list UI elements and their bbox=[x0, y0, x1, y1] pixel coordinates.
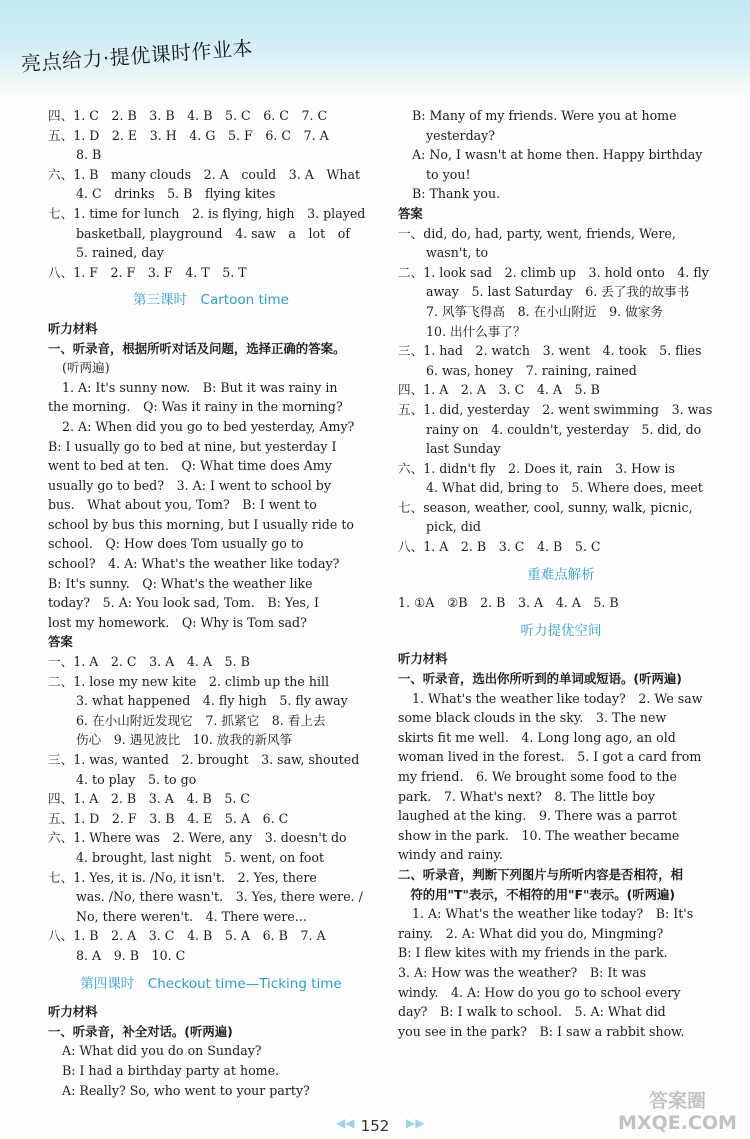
text-line: school. Q: How does Tom usually go to bbox=[48, 536, 304, 552]
subheading: 一、听录音，根据所听对话及问题，选择正确的答案。 bbox=[48, 340, 346, 356]
text-line: 6. 在小山附近发现它 7. 抓紧它 8. 看上去 bbox=[76, 712, 326, 728]
page-number: 152 bbox=[360, 1117, 390, 1135]
text-line: 8. B bbox=[76, 147, 102, 163]
text-line: 1. ①A ②B 2. B 3. A 4. A 5. B bbox=[398, 595, 619, 611]
text-line: B: I had a birthday party at home. bbox=[62, 1062, 280, 1078]
text-line: 4. C drinks 5. B flying kites bbox=[76, 186, 276, 202]
text-line: pick, did bbox=[426, 519, 481, 535]
text-line: 1. A: What's the weather like today? B: It's bbox=[412, 906, 694, 922]
text-line: 五、1. did, yesterday 2. went swimming 3. was bbox=[398, 401, 713, 417]
subheading: 一、听录音，选出你所听到的单词或短语。(听两遍) bbox=[398, 671, 682, 687]
subheading: 答案 bbox=[48, 634, 73, 650]
right-column bbox=[398, 106, 724, 1041]
subheading: 符的用"T"表示，不相符的用"F"表示。(听两遍) bbox=[398, 886, 676, 902]
right-arrows-icon: ▶▶ bbox=[406, 1116, 425, 1130]
text-line: 4. to play 5. to go bbox=[76, 771, 197, 787]
text-line: 七、season, weather, cool, sunny, walk, picnic, bbox=[398, 499, 693, 515]
section-heading: 重难点解析 bbox=[527, 566, 595, 583]
section-heading: 第三课时 Cartoon time bbox=[133, 292, 289, 309]
text-line: was. /No, there wasn't. 3. Yes, there were. / bbox=[76, 889, 363, 905]
header-banner bbox=[0, 0, 750, 100]
text-line: 四、1. A 2. B 3. A 4. B 5. C bbox=[48, 791, 250, 807]
text-line: 七、1. time for lunch 2. is flying, high 3. played bbox=[48, 205, 366, 221]
text-line: lost my homework. Q: Why is Tom sad? bbox=[48, 614, 307, 630]
text-line: woman lived in the forest. 5. I got a card from bbox=[398, 749, 702, 765]
left-arrows-icon: ◀◀ bbox=[336, 1116, 355, 1130]
subheading: 听力材料 bbox=[48, 1004, 98, 1020]
text-line: some black clouds in the sky. 3. The new bbox=[398, 710, 667, 726]
text-line: A: No, I wasn't at home then. Happy birthday bbox=[412, 147, 703, 163]
text-line: laughed at the king. 9. There was a parrot bbox=[398, 808, 677, 824]
text-line: 六、1. B many clouds 2. A could 3. A What bbox=[48, 166, 361, 182]
text-line: 八、1. A 2. B 3. C 4. B 5. C bbox=[398, 539, 601, 555]
text-line: 3. A: How was the weather? B: It was bbox=[398, 964, 647, 980]
text-line: basketball, playground 4. saw a lot of bbox=[76, 225, 351, 241]
text-line: day? B: I walk to school. 5. A: What did bbox=[398, 1004, 666, 1020]
subheading: 答案 bbox=[398, 205, 423, 221]
text-line: 七、1. Yes, it is. /No, it isn't. 2. Yes, there bbox=[48, 869, 317, 885]
text-line: went to bed at ten. Q: What time does Amy bbox=[48, 458, 332, 474]
text-line: 一、did, do, had, party, went, friends, Were, bbox=[398, 225, 676, 241]
text-line: A: Really? So, who went to your party? bbox=[62, 1082, 310, 1098]
text-line: my friend. 6. We brought some food to the bbox=[398, 769, 677, 784]
text-line: 4. brought, last night 5. went, on foot bbox=[76, 849, 325, 865]
text-line: 二、1. lose my new kite 2. climb up the hill bbox=[48, 673, 330, 689]
text-line: 5. rained, day bbox=[76, 245, 164, 261]
text-line: rainy on 4. couldn't, yesterday 5. did, do bbox=[426, 421, 702, 437]
text-line: 五、1. D 2. F 3. B 4. E 5. A 6. C bbox=[48, 810, 289, 826]
text-line: 六、1. didn't fly 2. Does it, rain 3. How is bbox=[398, 460, 675, 476]
text-line: today? 5. A: You look sad, Tom. B: Yes, I bbox=[48, 595, 319, 611]
text-line: No, there weren't. 4. There were... bbox=[76, 908, 307, 924]
text-line: 10. 出什么事了？ bbox=[426, 323, 526, 339]
text-line: skirts fit me well. 4. Long long ago, an old bbox=[398, 729, 676, 745]
text-line: 6. was, honey 7. raining, rained bbox=[426, 362, 637, 378]
subheading: 听力材料 bbox=[398, 651, 448, 667]
text-line: 3. what happened 4. fly high 5. fly away bbox=[76, 693, 348, 709]
text-line: wasn't, to bbox=[426, 245, 489, 261]
text-line: 八、1. B 2. A 3. C 4. B 5. A 6. B 7. A bbox=[48, 928, 326, 944]
text-line: A: What did you do on Sunday? bbox=[62, 1043, 262, 1059]
text-line: B: Many of my friends. Were you at home bbox=[412, 108, 677, 123]
text-line: 2. A: When did you go to bed yesterday, Amy? bbox=[62, 418, 355, 434]
text-line: you see in the park? B: I saw a rabbit show. bbox=[398, 1023, 685, 1039]
text-line: B: Thank you. bbox=[412, 186, 501, 202]
text-line: 7. 风筝飞得高 8. 在小山附近 9. 做家务 bbox=[426, 303, 663, 319]
subheading: 听力材料 bbox=[48, 320, 98, 336]
watermark-line: 答案圈 bbox=[648, 1090, 706, 1112]
text-line: yesterday? bbox=[426, 127, 496, 143]
text-line: (听两遍) bbox=[62, 360, 110, 376]
text-line: school by bus this morning, but I usually ride to bbox=[48, 516, 354, 532]
text-line: 四、1. A 2. A 3. C 4. A 5. B bbox=[398, 382, 600, 398]
text-line: B: It's sunny. Q: What's the weather like bbox=[48, 575, 313, 591]
text-line: 六、1. Where was 2. Were, any 3. doesn't do bbox=[48, 830, 347, 846]
text-line: windy. 4. A: How do you go to school every bbox=[398, 984, 681, 1000]
section-heading: 第四课时 Checkout time—Ticking time bbox=[80, 975, 342, 992]
book-title: 亮点给力·提优课时作业本 bbox=[20, 35, 254, 77]
text-line: to you! bbox=[426, 166, 471, 182]
text-line: 八、1. F 2. F 3. F 4. T 5. T bbox=[48, 264, 247, 280]
text-line: 1. A: It's sunny now. B: But it was rainy in bbox=[62, 379, 338, 395]
watermark-line: MXQE.COM bbox=[618, 1112, 737, 1134]
text-line: last Sunday bbox=[426, 441, 501, 457]
text-line: 伤心 9. 遇见波比 10. 放我的新风筝 bbox=[76, 732, 293, 748]
text-line: 四、1. C 2. B 3. B 4. B 5. C 6. C 7. C bbox=[48, 108, 328, 123]
text-line: bus. What about you, Tom? B: I went to bbox=[48, 497, 317, 513]
watermark bbox=[610, 1090, 745, 1136]
text-line: show in the park. 10. The weather became bbox=[398, 827, 680, 843]
text-line: B: I flew kites with my friends in the park. bbox=[398, 945, 668, 961]
section-heading: 听力提优空间 bbox=[520, 622, 602, 639]
text-line: park. 7. What's next? 8. The little boy bbox=[398, 788, 655, 804]
text-line: school? 4. A: What's the weather like today? bbox=[48, 556, 340, 572]
text-line: 五、1. D 2. E 3. H 4. G 5. F 6. C 7. A bbox=[48, 127, 329, 143]
subheading: 一、听录音，补全对话。(听两遍) bbox=[48, 1023, 233, 1039]
text-line: 4. What did, bring to 5. Where does, meet bbox=[426, 480, 703, 496]
text-line: 1. What's the weather like today? 2. We saw bbox=[412, 690, 703, 706]
text-line: 一、1. A 2. C 3. A 4. A 5. B bbox=[48, 654, 250, 670]
left-column bbox=[48, 106, 374, 1100]
text-line: 8. A 9. B 10. C bbox=[76, 947, 186, 963]
text-line: windy and rainy. bbox=[398, 847, 503, 863]
text-line: rainy. 2. A: What did you do, Mingming? bbox=[398, 925, 664, 941]
subheading: 二、听录音，判断下列图片与所听内容是否相符，相 bbox=[398, 866, 683, 882]
text-line: away 5. last Saturday 6. 丢了我的故事书 bbox=[426, 284, 690, 300]
text-line: usually go to bed? 3. A: I went to school by bbox=[48, 477, 331, 493]
text-line: 三、1. had 2. watch 3. went 4. took 5. flies bbox=[398, 343, 702, 359]
text-line: the morning. Q: Was it rainy in the morning? bbox=[48, 399, 343, 415]
text-line: 三、1. was, wanted 2. brought 3. saw, shouted bbox=[48, 752, 360, 767]
text-line: B: I usually go to bed at nine, but yesterday I bbox=[48, 438, 337, 454]
text-line: 二、1. look sad 2. climb up 3. hold onto 4. fly bbox=[398, 264, 709, 280]
